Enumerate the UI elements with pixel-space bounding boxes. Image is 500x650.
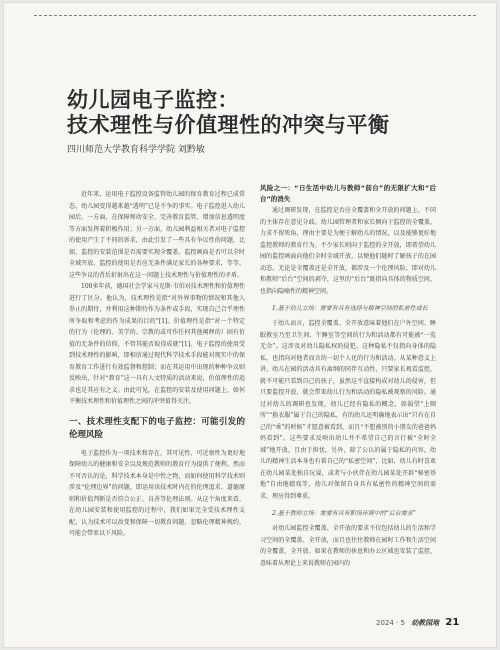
section-heading: 一、技术理性支配下的电子监控：可能引发的伦理风险 (69, 416, 245, 440)
paragraph: 近年来，运用电子监控设备监管幼儿园的保育教育过程已成常态，幼儿园变得越来越“透明”已是不争的事实。电子监控进入幼儿园后，一方面，在保障师幼安全、完善教育监管、增加信息透明度等方面发挥着积极作用；另一方面，幼儿园利益相关者对电子监控的使用产生了不同的诉求，由此引发了一些具有争议性的问题，比如，监控的安装范围是否需要实现全覆盖、监控画面是否可以全时全域开放、监控的使用是否应无条件满足家长的各种要求，等等。这些争议的背后折射出在这一问题上技术理性与价值理性的矛盾。 (69, 191, 245, 279)
subsection-heading: 2.基于教师立场：需要有具有职场环境中的“后台需求” (272, 510, 416, 517)
top-dashed-rule (34, 15, 476, 16)
paragraph: 电子监控作为一项技术和存在，其可见性、可近察性为更好地保障幼儿的健康和安全以及规范教师的教育行为提供了便利。然而不可否认的是，科学技术本身是中性之物，而如何使用科学技术则涉及“伦理边界”的问题，即运用该技术时内在的伦理追求、道德原则和价值判断是否符合公正、良善等伦理法则。从这个角度来看，在幼儿园安装和使用监控的过程中，我们如果完全受技术理性支配，认为技术可以改变和保障一切教育问题，忽略伦理精神规约，可能会带来以下风险。 (69, 449, 245, 537)
article-byline: 四川师范大学教育科学学院 刘黔敏 (67, 145, 205, 155)
risk-heading: 风险之一：“日生活中幼儿与教师“前台”的无限扩大和“后台”的消失 (260, 184, 436, 203)
left-column (69, 189, 245, 540)
article-title-line-1: 幼儿园电子监控： (67, 88, 239, 112)
page-footer (376, 617, 459, 628)
journal-brand: 幼教园地 (411, 619, 440, 627)
page-number: 21 (445, 617, 460, 628)
paragraph: 100多年前，德国社会学家马克斯·韦伯对技术理性和价值理性进行了区分。他认为，技术理性是指“对外界事物的情况和其他人举止的期待，并利用这种期待作为条件或手段，实现自己合乎理性所争取和考虑的作为成果的目的”[1]。价值理性是指“对一个特定的行为（伦理的、美学的、宗教的或可作任何其他阐释的）固有价值的无条件的信仰，不管其能否取得成就”[1]。电子监控的使用受到技术理性的影响，即相信通过现代科学技术手段能对现实中的保育教育工作进行有效监督和控制；而在其运用中出现的种种争议则反映出，针对“教育”这一具有人文特质的活动来说，价值理性的追求也是其应有之义。由此可见，在监控的安装及使用问题上，如何平衡技术理性和价值理性之间的冲突值得关注。 (69, 283, 245, 405)
article-title-line-2: 技术理性与价值理性的冲突与平衡 (67, 113, 390, 137)
subsection-heading: 1.基于幼儿立场：需要有具有选择与精神空间的私密性成长 (272, 305, 428, 312)
paragraph: 于幼儿而言，监控全覆盖、全开放意味着他们在户外空间、睡眠教室乃至卫生间、午睡室等空间的行为和活动都有可能被“一览无余”。这涉及对幼儿隐私权的侵犯。这种隐私不仅指向身体的隐私，也指向对他者而言的一切个人化的行为和活动。从某种意义上讲，幼儿在园的活动具有离纲的同伴互动性，只要家长观看监控，就不可能只看到自己的孩子，虽然这不直接构成对幼儿的侵害，但只要监控开放，就会带来幼儿行为和活动的隐私被观察的风险。通过对幼儿的调研也发现，幼儿已经有隐私的概念，如渴望“上厕所”“换衣服”属于自己的隐私，有的幼儿还明确地表示出“只有在自己的“乖”的时候”才愿意被看到，而且“不想被别的小朋友的爸爸妈妈看到”。这些要求反映出幼儿并不希望自己的言行被“全时全域”地开放，且由于担忧，另外，除了公认的属于隐私的内容，幼儿的精神生活本身也有着自己的“私密空间”，比如，幼儿有时喜欢在幼儿园某处独自玩耍，或者与小伙伴在幼儿园某处开辟“秘密基地”自由地嬉戏等，幼儿对保留自身具有私密性的精神空间的需求，理应得到尊重。 (260, 320, 436, 500)
issue-number: 2024 · 5 (376, 619, 405, 627)
journal-page (4, 3, 496, 647)
paragraph: 对幼儿园监控全覆盖、全开放的要求不仅包括幼儿的生活和学习空间的全覆盖、全开放，而且也往往教师在园时工作和生活空间的全覆盖、全开放。如果在教师的休息和办公区域也安装了监控，意味着从理论上来说教师在园内的 (260, 525, 436, 567)
right-column (260, 183, 436, 569)
paragraph: 通过调研发现，在监控是否应全覆盖和全开放的问题上，不同的主体存在意见分歧。幼儿园管理者和家长倾向于监控的全覆盖，力求不留死角，理由主要是为便于解幼儿的情况，以及能够更好地监控教师的教育行为。不少家长则向于监控的全开放，即希望幼儿园的监控画面向他们全时全域开放，以便他们随时了解孩子的在园动态。无论是全覆盖还是全开放，都涉及一个伦理风险，即对幼儿和教师“后台”空间的剥夺，这里的“后台”既指向具体的物质空间，也指向隐喻性的精神空间。 (260, 207, 436, 295)
